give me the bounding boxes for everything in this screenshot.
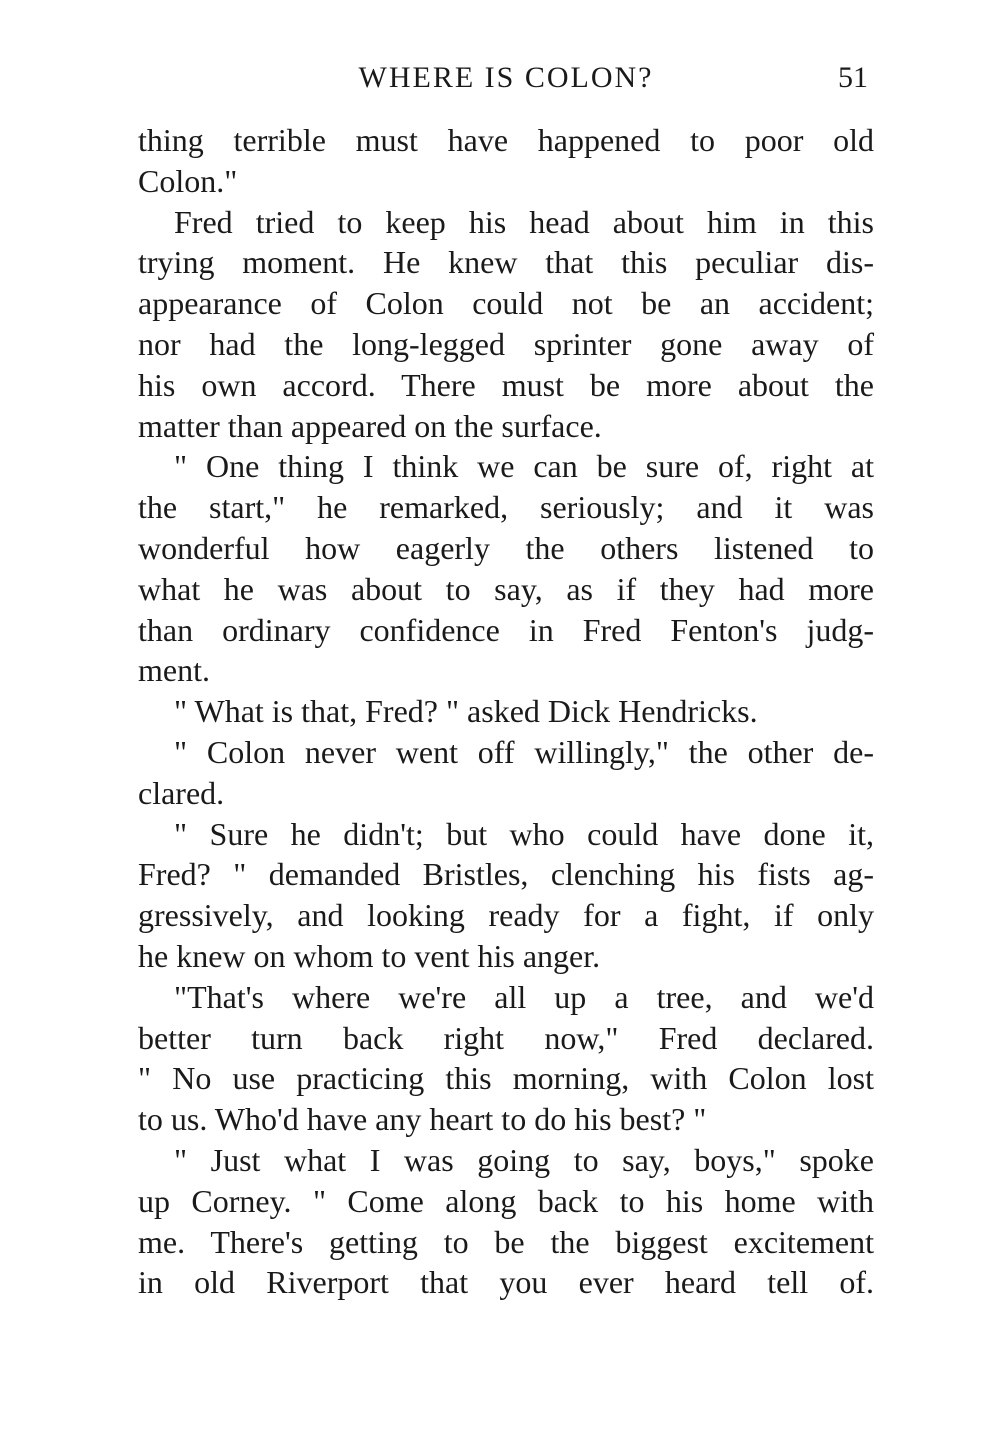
text-line: clared.	[138, 774, 225, 811]
text-line: than ordinary confidence in Fred Fenton's judg-	[138, 611, 874, 648]
running-title: WHERE IS COLON?	[358, 61, 654, 94]
text-line: up Corney. " Come along back to his home with	[138, 1182, 874, 1219]
text-line: he knew on whom to vent his anger.	[138, 937, 601, 974]
text-line: the start," he remarked, seriously; and it was	[138, 489, 874, 526]
text-line: Colon."	[138, 162, 238, 199]
running-head	[138, 56, 874, 100]
text-line: wonderful how eagerly the others listened to	[138, 529, 874, 566]
text-line: " What is that, Fred? " asked Dick Hendricks.	[174, 693, 758, 730]
text-line: appearance of Colon could not be an accident;	[138, 285, 874, 322]
text-line: "That's where we're all up a tree, and we'd	[174, 978, 874, 1015]
text-line: " Just what I was going to say, boys," spoke	[174, 1141, 874, 1178]
page-number: 51	[838, 61, 868, 94]
text-line: " One thing I think we can be sure of, right at	[174, 448, 874, 485]
text-line: " No use practicing this morning, with Colon lost	[138, 1060, 874, 1097]
text-line: Fred tried to keep his head about him in this	[174, 203, 874, 240]
text-line: what he was about to say, as if they had more	[138, 570, 874, 607]
text-line: better turn back right now," Fred declared.	[138, 1019, 874, 1056]
text-line: his own accord. There must be more about the	[138, 366, 874, 403]
text-line: nor had the long-legged sprinter gone away of	[138, 325, 874, 362]
text-line: " Colon never went off willingly," the other de-	[174, 733, 874, 770]
text-line: ment.	[138, 652, 210, 689]
text-line: gressively, and looking ready for a fight, if only	[138, 897, 874, 934]
text-line: in old Riverport that you ever heard tell of.	[138, 1264, 874, 1301]
text-line: " Sure he didn't; but who could have done it,	[174, 815, 874, 852]
text-line: trying moment. He knew that this peculiar dis-	[138, 244, 874, 281]
body-text	[138, 120, 874, 1303]
text-line: me. There's getting to be the biggest excitement	[138, 1223, 874, 1260]
text-line: thing terrible must have happened to poor old	[138, 122, 874, 158]
text-line: to us. Who'd have any heart to do his best? "	[138, 1101, 707, 1138]
text-line: matter than appeared on the surface.	[138, 407, 602, 444]
text-line: Fred? " demanded Bristles, clenching his fists ag-	[138, 856, 874, 893]
